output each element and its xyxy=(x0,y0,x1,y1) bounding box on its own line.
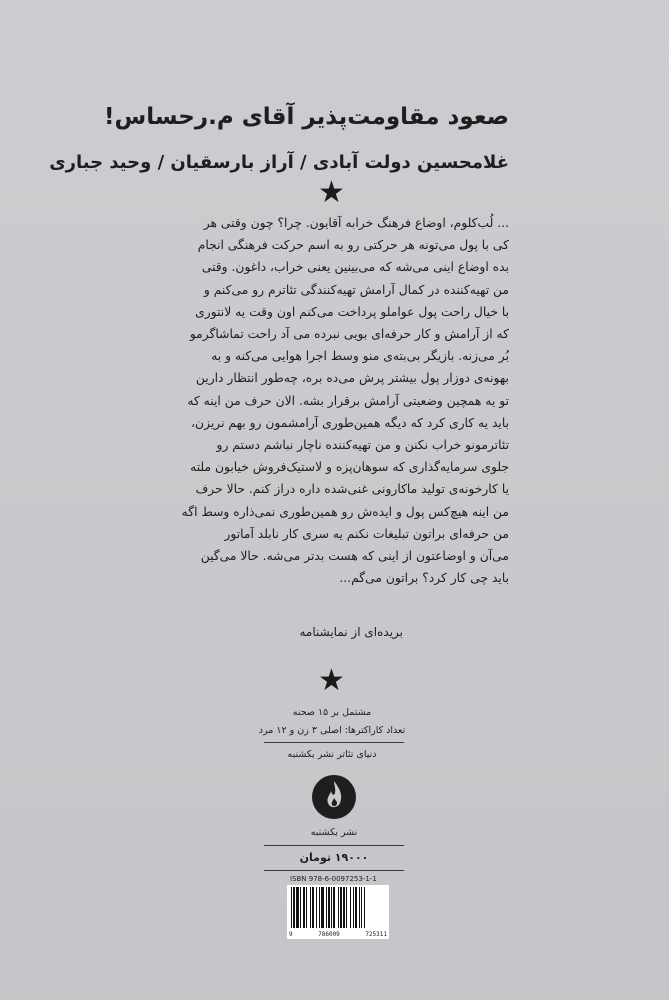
price-label: ۱۹۰۰۰ تومان xyxy=(299,851,369,864)
barcode-digit-group: 786009 xyxy=(318,931,340,938)
excerpt-line: من تهیه‌کننده در کمال آرامش تهیه‌کنندگی تئاترم رو می‌کنم و xyxy=(203,282,509,297)
divider xyxy=(264,870,404,871)
excerpt-line: تو یه همچین وضعیتی آرامش برقرار بشه. الان حرف من اینه که xyxy=(187,393,509,408)
excerpt-line: من حرفه‌ای براتون تبلیغات نکنم یه سری کار نابلد آماتور xyxy=(224,526,509,541)
excerpt-line: بده اوضاع اینی می‌شه که می‌بینین یعنی خراب، داغون. وقتی xyxy=(201,260,509,275)
excerpt-line: می‌آن و اوضاعتون از اینی که هست بدتر می‌شه. حالا می‌گین xyxy=(200,549,509,564)
excerpt-line: که از آرامش و کار حرفه‌ای بویی نبرده می آد راحت تماشاگرمو xyxy=(189,327,509,342)
star-icon: ★ xyxy=(318,175,345,210)
scene-count: مشتمل بر ۱۵ صحنه xyxy=(292,707,372,718)
cast-count: تعداد کاراکترها: اصلی ۳ زن و ۱۲ مرد xyxy=(258,725,406,736)
excerpt-line: باید یه کاری کرد که دیگه همین‌طوری آرامشمون رو بهم نریزن، xyxy=(191,415,509,430)
excerpt-line: یا کارخونه‌ی تولید ماکارونی غنی‌شده داره دراز کنم. حالا حرف xyxy=(195,482,509,497)
barcode-bars-icon xyxy=(287,885,389,930)
barcode-digit-group: 9 xyxy=(289,931,293,938)
isbn-label: ISBN 978-6-0097253-1-1 xyxy=(290,875,377,883)
excerpt-line: باید چی کار کرد؟ براتون می‌گم... xyxy=(339,571,509,586)
divider xyxy=(264,742,404,743)
excerpt-line: بُر می‌زنه. بازیگر بی‌بته‌ی منو وسط اجرا هوایی می‌کنه و به xyxy=(211,349,509,364)
excerpt-caption: بریده‌ای از نمایشنامه xyxy=(299,625,403,639)
book-authors: غلامحسین دولت آبادی / آراز بارسقیان / وحید جباری xyxy=(49,152,509,173)
barcode-digit-group: 725311 xyxy=(365,931,387,938)
star-icon: ★ xyxy=(318,663,345,698)
excerpt-line: بهونه‌ی دوزار پول بیشتر پرش می‌ده بره، چه‌طور انتظار دارین xyxy=(195,371,509,386)
excerpt-line: کی با پول می‌تونه هر حرکتی رو به اسم حرکت فرهنگی انجام xyxy=(197,238,509,253)
barcode xyxy=(287,885,389,939)
publisher-name: نشر یکشنبه xyxy=(310,827,358,838)
excerpt-line: تئاترمونو خراب نکنن و من تهیه‌کننده ناچار نباشم دستم رو xyxy=(216,438,509,453)
excerpt-line: با خیال راحت پول عواملو پرداخت می‌کنم اون وقت یه لانتوری xyxy=(195,304,509,319)
book-title: صعود مقاومت‌پذیر آقای م.رحساس! xyxy=(104,104,509,130)
excerpt-line: ... لُب‌کلوم، اوضاع فرهنگ خرابه آقایون. چرا؟ چون وقتی هر xyxy=(203,216,509,230)
publisher-flame-logo-icon xyxy=(310,769,358,825)
barcode-number xyxy=(287,930,389,939)
excerpt-line: جلوی سرمایه‌گذاری که سوهان‌پزه و لاستیک‌فروش خیابون ملته xyxy=(190,460,509,475)
series-name: دنیای تئاتر نشر یکشنبه xyxy=(287,749,377,760)
play-excerpt xyxy=(154,212,509,589)
excerpt-line: من اینه هیچ‌کس پول و ایده‌ش رو همین‌طوری نمی‌ذاره وسط اگه xyxy=(181,504,509,519)
divider xyxy=(264,845,404,846)
